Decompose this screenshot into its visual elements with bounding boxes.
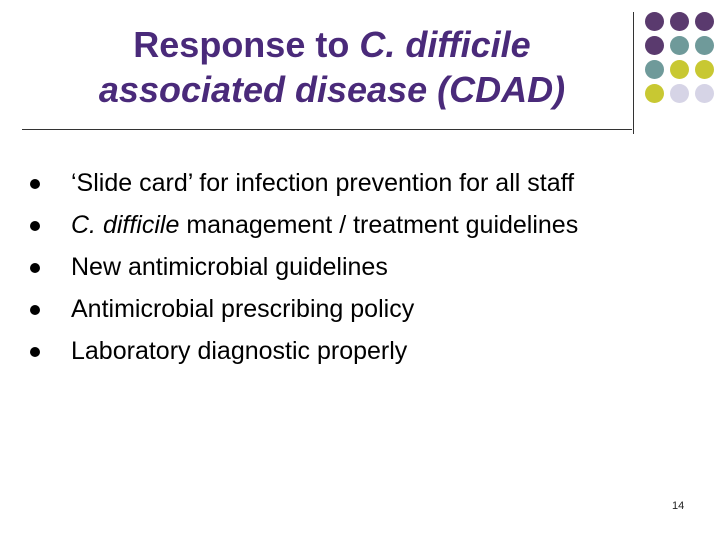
title-text-part1: Response to xyxy=(133,24,360,65)
title-text-italic: C. difficile xyxy=(359,24,531,65)
bullet-italic-text: C. difficile xyxy=(71,211,180,239)
decorative-dot-lime xyxy=(645,84,664,103)
bullet-text: ‘Slide card’ for infection prevention for all staff xyxy=(71,169,575,197)
bullet-item-cdiff-management xyxy=(28,210,688,240)
bullet-item-laboratory-diagnostic xyxy=(28,336,688,366)
horizontal-divider xyxy=(22,129,632,130)
decorative-dot-purple xyxy=(695,12,714,31)
title-text-line2: associated disease (CDAD) xyxy=(98,69,566,110)
bullet-icon xyxy=(30,179,40,189)
bullet-icon xyxy=(30,221,40,231)
decorative-dot-lavender xyxy=(670,84,689,103)
bullet-text: Laboratory diagnostic properly xyxy=(71,337,408,365)
decorative-dot-teal xyxy=(695,36,714,55)
decorative-dot-grid xyxy=(645,12,728,108)
decorative-dot-purple xyxy=(645,12,664,31)
vertical-divider xyxy=(633,12,634,134)
decorative-dot-lavender xyxy=(695,84,714,103)
decorative-dot-purple xyxy=(645,36,664,55)
decorative-dot-lime xyxy=(670,60,689,79)
bullet-list xyxy=(28,168,688,378)
page-number: 14 xyxy=(672,500,685,512)
bullet-item-antimicrobial-guidelines xyxy=(28,252,688,282)
bullet-text: New antimicrobial guidelines xyxy=(71,253,388,281)
decorative-dot-teal xyxy=(645,60,664,79)
bullet-icon xyxy=(30,347,40,357)
decorative-dot-lime xyxy=(695,60,714,79)
bullet-item-prescribing-policy xyxy=(28,294,688,324)
bullet-item-slide-card xyxy=(28,168,688,198)
bullet-text: management / treatment guidelines xyxy=(179,211,579,239)
bullet-text: Antimicrobial prescribing policy xyxy=(71,295,415,323)
bullet-icon xyxy=(30,305,40,315)
slide-title xyxy=(52,22,612,112)
decorative-dot-purple xyxy=(670,12,689,31)
bullet-icon xyxy=(30,263,40,273)
decorative-dot-teal xyxy=(670,36,689,55)
